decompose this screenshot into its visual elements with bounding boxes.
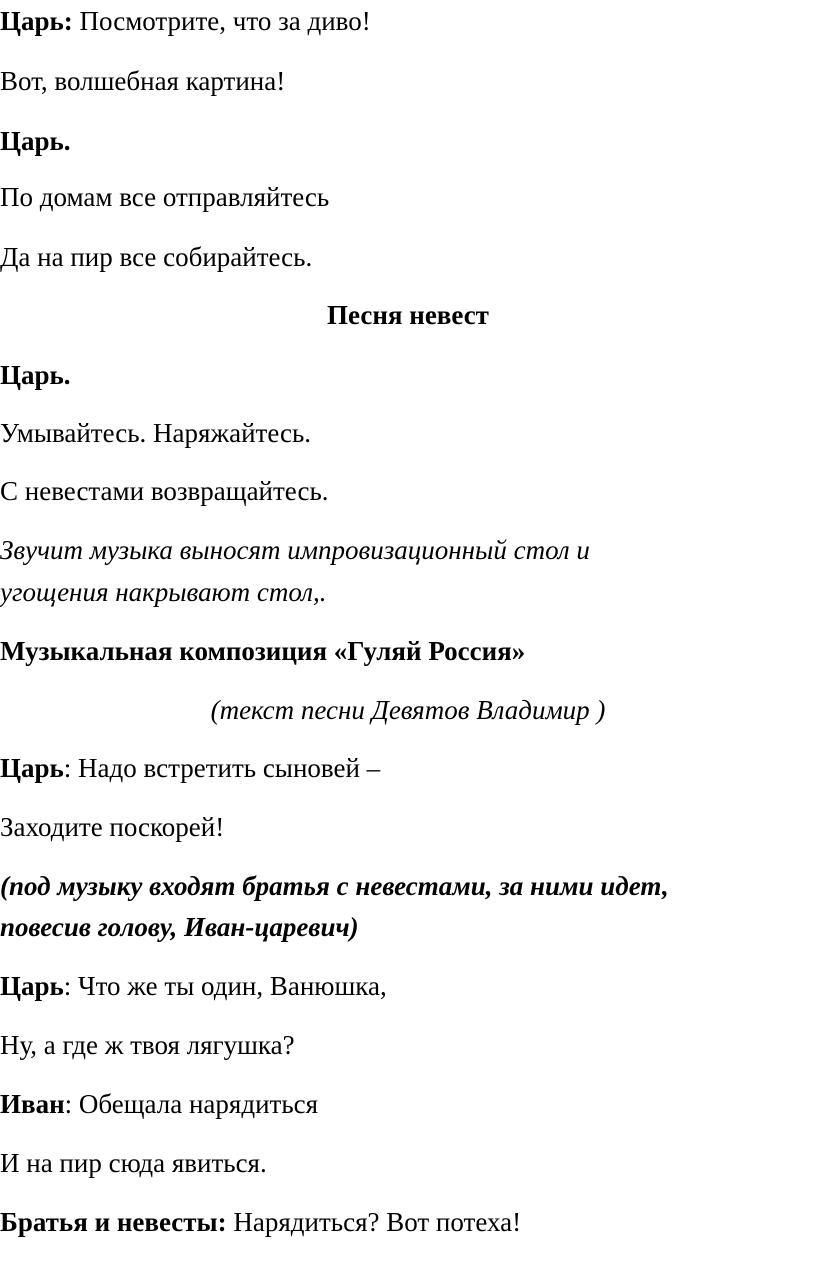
dialogue-line [0,244,312,271]
dialogue-line [0,1032,295,1059]
stage-direction: (под музыку входят братья с невестами, за ними идет, [0,871,669,901]
line-text: : Обещала нарядиться [64,1089,319,1119]
speaker-name: Царь. [0,126,71,156]
line-text: По домам все отправляйтесь [0,182,330,212]
speaker-name: Иван [0,1089,65,1119]
line-text: Ну, а где ж твоя лягушка? [0,1030,295,1060]
speaker-name: Царь [0,753,64,783]
speaker-name: Царь. [0,360,71,390]
dialogue-line [0,68,285,95]
stage-direction: угощения накрывают стол,. [0,577,327,607]
stage-direction: Звучит музыка выносят импровизационный стол и [0,535,590,565]
dialogue-line [0,755,380,782]
dialogue-line [0,8,371,35]
section-heading: Песня невест [327,300,489,330]
line-text: Вот, волшебная картина! [0,66,286,96]
dialogue-line [0,362,71,389]
dialogue-line [0,814,224,841]
line-text: Нарядиться? Вот потеха! [226,1207,522,1237]
dialogue-line [0,1209,521,1236]
stage-direction: повесив голову, Иван-царевич) [0,912,359,942]
line-text: Умывайтесь. Наряжайтесь. [0,418,312,448]
dialogue-line [0,478,329,505]
speaker-name: Царь [0,971,64,1001]
dialogue-line [0,973,387,1000]
speaker-name: Царь: [0,6,73,36]
speaker-name: Братья и невесты: [0,1207,227,1237]
line-text: Посмотрите, что за диво! [72,6,371,36]
dialogue-line [0,128,71,155]
song-credit: (текст песни Девятов Владимир ) [210,695,606,725]
dialogue-line [0,420,311,447]
line-text: Заходите поскорей! [0,812,225,842]
line-text: С невестами возвращайтесь. [0,476,329,506]
dialogue-line [0,184,329,211]
line-text: Да на пир все собирайтесь. [0,242,313,272]
line-text: : Надо встретить сыновей – [63,753,381,783]
dialogue-line [0,1150,267,1177]
dialogue-line [0,1091,318,1118]
line-text: : Что же ты один, Ванюшка, [63,971,387,1001]
line-text: И на пир сюда явиться. [0,1148,267,1178]
section-heading: Музыкальная композиция «Гуляй Россия» [0,636,526,666]
